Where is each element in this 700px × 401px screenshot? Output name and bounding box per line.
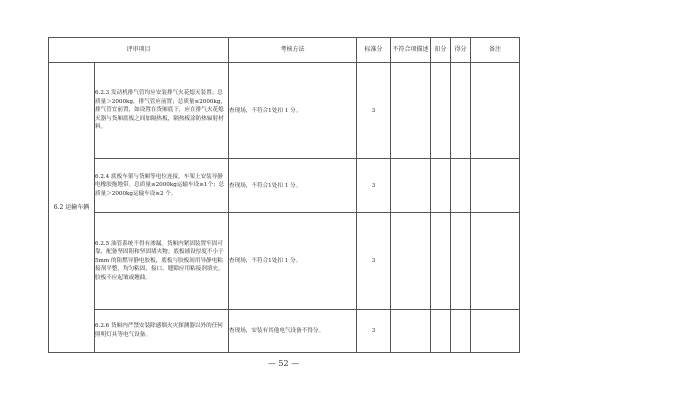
table-row: [49, 213, 520, 310]
standard-score: 3: [357, 213, 391, 310]
method-text: 查现场，不符合1处扣 1 分。: [229, 63, 357, 159]
section-label: 6.2 运输车辆: [49, 63, 95, 353]
table-row: [49, 63, 520, 159]
header-standard-score: 标准分: [357, 38, 391, 63]
method-text: 查现场，不符合1处扣 1 分。: [229, 159, 357, 213]
deduct-cell: [431, 213, 451, 310]
standard-score: 3: [357, 159, 391, 213]
score-cell: [451, 159, 471, 213]
deduct-cell: [431, 63, 451, 159]
remark-cell: [471, 159, 520, 213]
deduct-cell: [431, 310, 451, 353]
header-method: 考核方法: [229, 38, 357, 63]
method-text: 查现场，不符合1处扣 1 分。: [229, 213, 357, 310]
item-text: 6.2.6 货厢内严禁安装除感烟火灾探测器以外的任何照明灯具等电气设备。: [95, 310, 229, 353]
header-deduct: 扣分: [431, 38, 451, 63]
score-cell: [451, 213, 471, 310]
header-item: 评审项目: [49, 38, 229, 63]
header-nonconform: 不符合项描述: [391, 38, 431, 63]
item-text: 6.2.5 油管系统不得有渗漏。货厢内紧固装置牢固可靠，配备坚固阻和坚固堵夹物；底板铺设厚度不小于 5mm 的阻燃导静电胶板，底板与胶板间用导静电粘接剂平整、均匀粘固，接口、缝隙应用粘接剂填充，胶板不应起皱或翘曲。: [95, 213, 229, 310]
nonconform-cell: [391, 213, 431, 310]
nonconform-cell: [391, 159, 431, 213]
review-table: [48, 37, 520, 353]
header-row: [49, 38, 520, 63]
method-text: 查现场，安装有其他电气设备不得分。: [229, 310, 357, 353]
standard-score: 3: [357, 63, 391, 159]
deduct-cell: [431, 159, 451, 213]
table-row: [49, 310, 520, 353]
nonconform-cell: [391, 63, 431, 159]
item-text: 6.2.4 底板车架与货厢等电位连接，车架上安装导静电橡胶拖地带。总质量≤2000kg运输车设≥1个；总质量＞2000kg运输车设≥2 个。: [95, 159, 229, 213]
standard-score: 3: [357, 310, 391, 353]
header-score: 得分: [451, 38, 471, 63]
remark-cell: [471, 213, 520, 310]
nonconform-cell: [391, 310, 431, 353]
remark-cell: [471, 310, 520, 353]
table-row: [49, 159, 520, 213]
remark-cell: [471, 63, 520, 159]
score-cell: [451, 63, 471, 159]
header-remark: 备注: [471, 38, 520, 63]
item-text: 6.2.3 发动机排气管均应安装排气火花熄灭装置；总质量＞2000kg，排气管应前置；总质量≤2000kg，排气管宜前置，如设置在货厢底下，应在排气火花熄灭器与货厢底板之间加隔热板，隔热板涂防热辐射材料。: [95, 63, 229, 159]
page-number: — 52 —: [267, 359, 300, 368]
score-cell: [451, 310, 471, 353]
